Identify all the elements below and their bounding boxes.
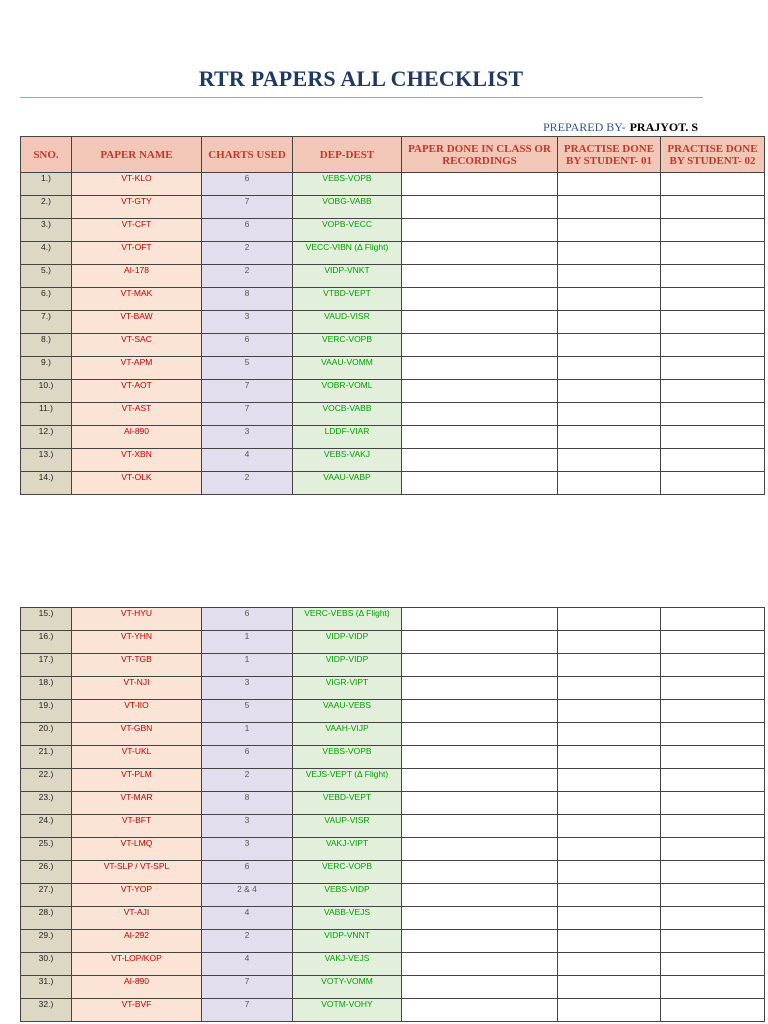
cell-sno: 3.)	[21, 219, 72, 242]
cell-practise-student-01[interactable]	[558, 219, 661, 242]
cell-dep-dest: VERC-VOPB	[293, 861, 402, 884]
cell-charts-used: 6	[202, 334, 293, 357]
column-header-dep-dest: DEP-DEST	[293, 137, 402, 173]
cell-charts-used: 3	[202, 311, 293, 334]
cell-paper-done[interactable]	[402, 907, 558, 930]
cell-paper-done[interactable]	[402, 700, 558, 723]
table-row	[21, 334, 765, 357]
cell-charts-used: 7	[202, 403, 293, 426]
table-row	[21, 608, 765, 631]
cell-paper-name: VT-PLM	[72, 769, 202, 792]
cell-dep-dest: VAAU-VEBS	[293, 700, 402, 723]
cell-paper-name: VT-BVF	[72, 999, 202, 1022]
cell-paper-name: VT-AJI	[72, 907, 202, 930]
cell-charts-used: 4	[202, 907, 293, 930]
cell-paper-name: AI-890	[72, 976, 202, 999]
cell-charts-used: 6	[202, 173, 293, 196]
table-row	[21, 907, 765, 930]
cell-charts-used: 4	[202, 449, 293, 472]
cell-charts-used: 2	[202, 930, 293, 953]
cell-practise-student-01[interactable]	[558, 173, 661, 196]
cell-charts-used: 2	[202, 472, 293, 495]
cell-dep-dest: VIGR-VIPT	[293, 677, 402, 700]
cell-paper-done[interactable]	[402, 861, 558, 884]
cell-charts-used: 3	[202, 677, 293, 700]
cell-sno: 4.)	[21, 242, 72, 265]
cell-paper-name: VT-YOP	[72, 884, 202, 907]
cell-practise-student-02[interactable]	[661, 288, 765, 311]
cell-dep-dest: VOTY-VOMM	[293, 976, 402, 999]
cell-paper-done[interactable]	[402, 608, 558, 631]
cell-paper-done[interactable]	[402, 723, 558, 746]
cell-paper-done[interactable]	[402, 654, 558, 677]
cell-paper-done[interactable]	[402, 746, 558, 769]
cell-practise-student-01[interactable]	[558, 196, 661, 219]
table-row	[21, 380, 765, 403]
cell-charts-used: 7	[202, 999, 293, 1022]
cell-practise-student-02[interactable]	[661, 838, 765, 861]
cell-practise-student-02[interactable]	[661, 861, 765, 884]
cell-dep-dest: VABB-VEJS	[293, 907, 402, 930]
cell-practise-student-02[interactable]	[661, 654, 765, 677]
cell-practise-student-01[interactable]	[558, 907, 661, 930]
cell-practise-student-01[interactable]	[558, 769, 661, 792]
cell-dep-dest: LDDF-VIAR	[293, 426, 402, 449]
cell-practise-student-02[interactable]	[661, 930, 765, 953]
cell-practise-student-01[interactable]	[558, 403, 661, 426]
cell-paper-name: VT-NJI	[72, 677, 202, 700]
cell-paper-name: VT-AOT	[72, 380, 202, 403]
cell-dep-dest: VOPB-VECC	[293, 219, 402, 242]
cell-practise-student-01[interactable]	[558, 930, 661, 953]
cell-paper-name: VT-XBN	[72, 449, 202, 472]
cell-sno: 19.)	[21, 700, 72, 723]
cell-dep-dest: VOCB-VABB	[293, 403, 402, 426]
table-row	[21, 265, 765, 288]
cell-paper-done[interactable]	[402, 173, 558, 196]
cell-practise-student-01[interactable]	[558, 426, 661, 449]
cell-paper-done[interactable]	[402, 196, 558, 219]
cell-charts-used: 8	[202, 792, 293, 815]
table-row	[21, 884, 765, 907]
cell-sno: 26.)	[21, 861, 72, 884]
cell-sno: 9.)	[21, 357, 72, 380]
table-row	[21, 999, 765, 1022]
cell-practise-student-01[interactable]	[558, 334, 661, 357]
cell-sno: 8.)	[21, 334, 72, 357]
cell-sno: 18.)	[21, 677, 72, 700]
cell-sno: 15.)	[21, 608, 72, 631]
cell-dep-dest: VAUP-VISR	[293, 815, 402, 838]
cell-charts-used: 6	[202, 746, 293, 769]
column-header-practise-student-01: PRACTISE DONE BY STUDENT- 01	[558, 137, 661, 173]
cell-paper-name: VT-SLP / VT-SPL	[72, 861, 202, 884]
prepared-by-label: PREPARED BY-	[543, 120, 626, 134]
cell-sno: 6.)	[21, 288, 72, 311]
table-row	[21, 953, 765, 976]
cell-practise-student-02[interactable]	[661, 953, 765, 976]
table-row	[21, 288, 765, 311]
cell-sno: 1.)	[21, 173, 72, 196]
cell-sno: 32.)	[21, 999, 72, 1022]
cell-sno: 24.)	[21, 815, 72, 838]
cell-paper-name: VT-IIO	[72, 700, 202, 723]
cell-dep-dest: VOBR-VOML	[293, 380, 402, 403]
cell-paper-name: VT-SAC	[72, 334, 202, 357]
cell-sno: 7.)	[21, 311, 72, 334]
cell-paper-name: VT-AST	[72, 403, 202, 426]
cell-paper-done[interactable]	[402, 884, 558, 907]
cell-charts-used: 3	[202, 815, 293, 838]
cell-charts-used: 6	[202, 608, 293, 631]
cell-dep-dest: VIDP-VNNT	[293, 930, 402, 953]
cell-practise-student-01[interactable]	[558, 861, 661, 884]
cell-sno: 22.)	[21, 769, 72, 792]
cell-practise-student-02[interactable]	[661, 976, 765, 999]
cell-sno: 27.)	[21, 884, 72, 907]
cell-practise-student-02[interactable]	[661, 173, 765, 196]
cell-practise-student-02[interactable]	[661, 449, 765, 472]
cell-sno: 28.)	[21, 907, 72, 930]
cell-sno: 2.)	[21, 196, 72, 219]
table-row	[21, 426, 765, 449]
column-header-paper-name: PAPER NAME	[72, 137, 202, 173]
table-row	[21, 677, 765, 700]
table-row	[21, 173, 765, 196]
cell-practise-student-01[interactable]	[558, 700, 661, 723]
cell-dep-dest: VTBD-VEPT	[293, 288, 402, 311]
cell-paper-done[interactable]	[402, 953, 558, 976]
table-2-body	[21, 608, 765, 1022]
cell-paper-done[interactable]	[402, 288, 558, 311]
cell-dep-dest: VOBG-VABB	[293, 196, 402, 219]
cell-practise-student-02[interactable]	[661, 357, 765, 380]
cell-practise-student-02[interactable]	[661, 815, 765, 838]
cell-paper-name: VT-UKL	[72, 746, 202, 769]
cell-charts-used: 2	[202, 265, 293, 288]
cell-practise-student-02[interactable]	[661, 907, 765, 930]
cell-practise-student-01[interactable]	[558, 953, 661, 976]
cell-paper-name: VT-CFT	[72, 219, 202, 242]
cell-paper-done[interactable]	[402, 472, 558, 495]
cell-charts-used: 5	[202, 357, 293, 380]
cell-charts-used: 3	[202, 838, 293, 861]
cell-dep-dest: VEBS-VOPB	[293, 746, 402, 769]
cell-sno: 21.)	[21, 746, 72, 769]
cell-sno: 25.)	[21, 838, 72, 861]
cell-paper-done[interactable]	[402, 242, 558, 265]
table-row	[21, 357, 765, 380]
cell-practise-student-02[interactable]	[661, 746, 765, 769]
cell-practise-student-02[interactable]	[661, 700, 765, 723]
cell-practise-student-01[interactable]	[558, 357, 661, 380]
cell-practise-student-02[interactable]	[661, 608, 765, 631]
table-row	[21, 861, 765, 884]
table-row	[21, 700, 765, 723]
cell-charts-used: 5	[202, 700, 293, 723]
cell-practise-student-02[interactable]	[661, 403, 765, 426]
cell-practise-student-01[interactable]	[558, 999, 661, 1022]
cell-practise-student-01[interactable]	[558, 311, 661, 334]
cell-practise-student-01[interactable]	[558, 472, 661, 495]
cell-practise-student-01[interactable]	[558, 608, 661, 631]
cell-practise-student-01[interactable]	[558, 976, 661, 999]
cell-practise-student-01[interactable]	[558, 654, 661, 677]
cell-dep-dest: VAAH-VIJP	[293, 723, 402, 746]
cell-sno: 29.)	[21, 930, 72, 953]
table-1-body	[21, 173, 765, 495]
cell-practise-student-02[interactable]	[661, 472, 765, 495]
column-header-paper-done: PAPER DONE IN CLASS OR RECORDINGS	[402, 137, 558, 173]
cell-practise-student-02[interactable]	[661, 884, 765, 907]
table-row	[21, 472, 765, 495]
cell-dep-dest: VEBD-VEPT	[293, 792, 402, 815]
prepared-by	[543, 120, 698, 135]
cell-paper-done[interactable]	[402, 792, 558, 815]
cell-paper-done[interactable]	[402, 838, 558, 861]
cell-charts-used: 6	[202, 219, 293, 242]
prepared-by-name: PRAJYOT. S	[629, 120, 699, 134]
cell-sno: 11.)	[21, 403, 72, 426]
cell-practise-student-02[interactable]	[661, 426, 765, 449]
cell-paper-name: VT-HYU	[72, 608, 202, 631]
cell-practise-student-01[interactable]	[558, 677, 661, 700]
table-row	[21, 930, 765, 953]
cell-paper-name: AI-178	[72, 265, 202, 288]
cell-sno: 23.)	[21, 792, 72, 815]
cell-practise-student-01[interactable]	[558, 449, 661, 472]
cell-paper-name: VT-TGB	[72, 654, 202, 677]
cell-paper-name: VT-KLO	[72, 173, 202, 196]
cell-paper-done[interactable]	[402, 357, 558, 380]
cell-paper-name: VT-OLK	[72, 472, 202, 495]
cell-paper-done[interactable]	[402, 334, 558, 357]
header-row	[21, 137, 765, 173]
cell-practise-student-02[interactable]	[661, 677, 765, 700]
cell-paper-name: VT-YHN	[72, 631, 202, 654]
cell-paper-name: VT-GBN	[72, 723, 202, 746]
cell-practise-student-02[interactable]	[661, 999, 765, 1022]
cell-paper-done[interactable]	[402, 219, 558, 242]
cell-paper-done[interactable]	[402, 631, 558, 654]
cell-dep-dest: VIDP-VIDP	[293, 631, 402, 654]
cell-paper-name: VT-BAW	[72, 311, 202, 334]
table-row	[21, 242, 765, 265]
cell-practise-student-01[interactable]	[558, 815, 661, 838]
cell-practise-student-02[interactable]	[661, 769, 765, 792]
cell-paper-name: VT-MAR	[72, 792, 202, 815]
cell-dep-dest: VAAU-VABP	[293, 472, 402, 495]
cell-paper-name: AI-292	[72, 930, 202, 953]
table-row	[21, 449, 765, 472]
cell-dep-dest: VERC-VOPB	[293, 334, 402, 357]
cell-charts-used: 2	[202, 769, 293, 792]
cell-paper-name: VT-MAK	[72, 288, 202, 311]
cell-practise-student-01[interactable]	[558, 838, 661, 861]
cell-dep-dest: VAAU-VOMM	[293, 357, 402, 380]
cell-sno: 10.)	[21, 380, 72, 403]
cell-practise-student-02[interactable]	[661, 311, 765, 334]
cell-practise-student-02[interactable]	[661, 334, 765, 357]
cell-sno: 20.)	[21, 723, 72, 746]
table-row	[21, 311, 765, 334]
table-row	[21, 815, 765, 838]
cell-paper-done[interactable]	[402, 426, 558, 449]
cell-practise-student-01[interactable]	[558, 631, 661, 654]
cell-paper-name: VT-GTY	[72, 196, 202, 219]
cell-paper-done[interactable]	[402, 999, 558, 1022]
table-row	[21, 838, 765, 861]
cell-paper-name: VT-BFT	[72, 815, 202, 838]
cell-paper-done[interactable]	[402, 815, 558, 838]
cell-practise-student-02[interactable]	[661, 380, 765, 403]
cell-charts-used: 7	[202, 196, 293, 219]
cell-practise-student-01[interactable]	[558, 242, 661, 265]
cell-practise-student-01[interactable]	[558, 265, 661, 288]
cell-sno: 17.)	[21, 654, 72, 677]
table-row	[21, 654, 765, 677]
cell-paper-done[interactable]	[402, 265, 558, 288]
cell-sno: 12.)	[21, 426, 72, 449]
cell-charts-used: 7	[202, 380, 293, 403]
table-row	[21, 769, 765, 792]
cell-charts-used: 4	[202, 953, 293, 976]
cell-dep-dest: VAKJ-VEJS	[293, 953, 402, 976]
table-row	[21, 746, 765, 769]
cell-paper-done[interactable]	[402, 311, 558, 334]
cell-paper-name: VT-LOP/KOP	[72, 953, 202, 976]
checklist-table-1	[20, 136, 765, 495]
cell-paper-done[interactable]	[402, 930, 558, 953]
cell-practise-student-01[interactable]	[558, 746, 661, 769]
column-header-sno: SNO.	[21, 137, 72, 173]
cell-practise-student-01[interactable]	[558, 288, 661, 311]
cell-charts-used: 8	[202, 288, 293, 311]
cell-practise-student-01[interactable]	[558, 792, 661, 815]
cell-sno: 5.)	[21, 265, 72, 288]
cell-practise-student-01[interactable]	[558, 380, 661, 403]
cell-practise-student-02[interactable]	[661, 631, 765, 654]
cell-dep-dest: VOTM-VOHY	[293, 999, 402, 1022]
column-header-charts-used: CHARTS USED	[202, 137, 293, 173]
cell-dep-dest: VERC-VEBS (Δ Flight)	[293, 608, 402, 631]
cell-paper-done[interactable]	[402, 677, 558, 700]
column-header-practise-student-02: PRACTISE DONE BY STUDENT- 02	[661, 137, 765, 173]
cell-dep-dest: VIDP-VNKT	[293, 265, 402, 288]
cell-charts-used: 3	[202, 426, 293, 449]
cell-paper-name: VT-APM	[72, 357, 202, 380]
cell-practise-student-02[interactable]	[661, 723, 765, 746]
cell-charts-used: 7	[202, 976, 293, 999]
cell-charts-used: 1	[202, 631, 293, 654]
cell-sno: 16.)	[21, 631, 72, 654]
cell-practise-student-02[interactable]	[661, 242, 765, 265]
table-row	[21, 723, 765, 746]
cell-paper-done[interactable]	[402, 403, 558, 426]
cell-dep-dest: VIDP-VIDP	[293, 654, 402, 677]
table-row	[21, 976, 765, 999]
cell-sno: 13.)	[21, 449, 72, 472]
cell-charts-used: 6	[202, 861, 293, 884]
cell-dep-dest: VEBS-VIDP	[293, 884, 402, 907]
cell-paper-done[interactable]	[402, 380, 558, 403]
cell-paper-name: VT-OFT	[72, 242, 202, 265]
cell-practise-student-02[interactable]	[661, 219, 765, 242]
cell-practise-student-02[interactable]	[661, 265, 765, 288]
cell-dep-dest: VEBS-VOPB	[293, 173, 402, 196]
cell-sno: 14.)	[21, 472, 72, 495]
cell-paper-done[interactable]	[402, 976, 558, 999]
table-row	[21, 196, 765, 219]
table-row	[21, 219, 765, 242]
title-underline	[20, 97, 703, 98]
cell-sno: 30.)	[21, 953, 72, 976]
cell-paper-done[interactable]	[402, 769, 558, 792]
cell-charts-used: 1	[202, 723, 293, 746]
cell-practise-student-02[interactable]	[661, 196, 765, 219]
cell-paper-name: AI-890	[72, 426, 202, 449]
cell-dep-dest: VAUD-VISR	[293, 311, 402, 334]
cell-dep-dest: VECC-VIBN (Δ Flight)	[293, 242, 402, 265]
checklist-table-2	[20, 607, 765, 1022]
cell-practise-student-02[interactable]	[661, 792, 765, 815]
table-row	[21, 403, 765, 426]
cell-charts-used: 2 & 4	[202, 884, 293, 907]
table-row	[21, 631, 765, 654]
page-title: RTR PAPERS ALL CHECKLIST	[198, 66, 524, 91]
cell-paper-done[interactable]	[402, 449, 558, 472]
cell-dep-dest: VEBS-VAKJ	[293, 449, 402, 472]
cell-dep-dest: VEJS-VEPT (Δ Flight)	[293, 769, 402, 792]
table-row	[21, 792, 765, 815]
cell-charts-used: 2	[202, 242, 293, 265]
cell-practise-student-01[interactable]	[558, 723, 661, 746]
cell-practise-student-01[interactable]	[558, 884, 661, 907]
cell-paper-name: VT-LMQ	[72, 838, 202, 861]
cell-sno: 31.)	[21, 976, 72, 999]
cell-dep-dest: VAKJ-VIPT	[293, 838, 402, 861]
cell-charts-used: 1	[202, 654, 293, 677]
